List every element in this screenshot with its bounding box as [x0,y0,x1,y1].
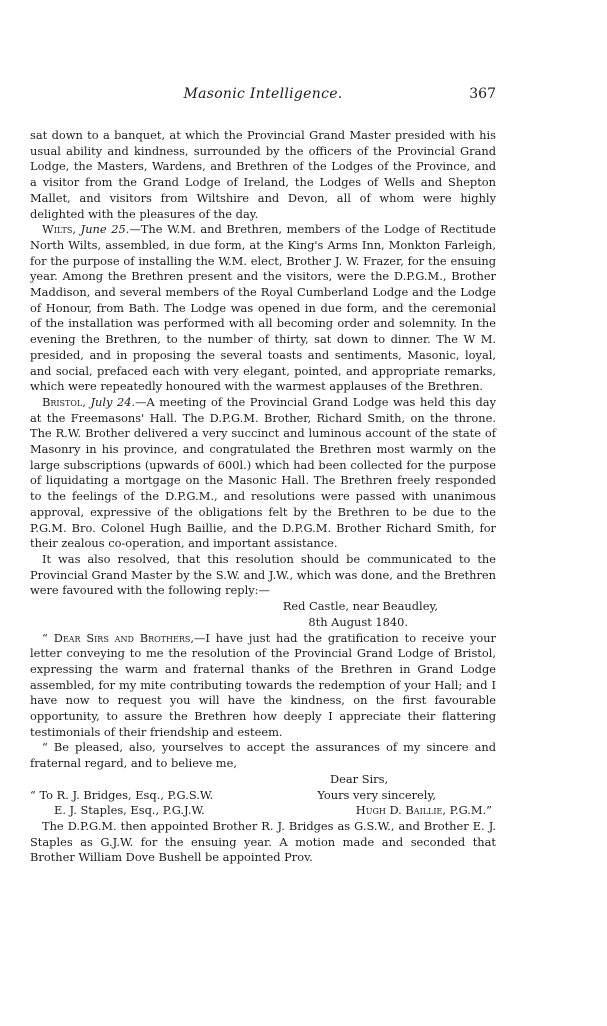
paragraph-banquet: sat down to a banquet, at which the Provincial Grand Master presided with his usual ability and kindness, surrounded by the officers of the Provincial Grand Lodge, the Masters, Wardens, and Brethren of the Lodges of the Province, and a visitor from the Grand Lodge of Ireland, the Lodges of Wells and Shepton Mallet, and visitors from Wiltshire and Devon, all of whom were highly delighted with the pleasures of the day. [30,128,496,221]
place-wilts: Wilts, [42,222,76,237]
letter-body-2: “ Be pleased, also, yourselves to accept the assurances of my sincere and fraternal regard, and to believe me, [30,740,496,771]
date-wilts: June 25. [80,222,130,237]
page-number: 367 [469,86,496,102]
letter-address: Red Castle, near Beaudley, [282,599,438,614]
letter-yours: Yours very sincerely, [317,787,436,802]
letter-sign-row-1 [30,788,496,804]
letter-date: 8th August 1840. [308,614,408,629]
article-body [30,128,496,866]
date-bristol: July 24. [90,394,136,409]
paragraph-final: The D.P.G.M. then appointed Brother R. J. Bridges as G.S.W., and Brother E. J. Staples as G.J.W. for the ensuing year. A motion made and seconded that Brother William Dove Bushell be appointed Prov. [30,818,496,865]
place-bristol: Bristol, [42,394,86,409]
paragraph-resolved: It was also resolved, that this resolution should be communicated to the Provincial Grand Master by the S.W. and J.W., which was done, and the Brethren were favoured with the following reply:— [30,551,496,598]
text-bristol: —A meeting of the Provincial Grand Lodge was held this day at the Freemasons' Hall. The D.P.G.M. Brother, Richard Smith, on the throne. The R.W. Brother delivered a very succinct and luminous account of the state of Masonry in his province, and congratulated the Brethren most warmly on the large subscriptions (upwards of 600l.) which had been collected for the purpose of liquidating a mortgage on the Masonic Hall. The Brethren freely responded to the feelings of the D.P.G.M., and resolutions were passed with unanimous approval, expressive of the obligations felt by the Brethren to be due to the P.G.M. Bro. Colonel Hugh Baillie, and the D.P.G.M. Brother Richard Smith, for their zealous co-operation, and important assistance. [30,394,497,551]
paragraph-bristol [30,395,496,552]
letter-to-line-2: E. J. Staples, Esq., P.G.J.W. [54,803,205,818]
text-wilts: —The W.M. and Brethren, members of the Lodge of Rectitude North Wilts, assembled, in due form, at the King's Arms Inn, Monkton Farleigh, for the purpose of installing the W.M. elect, Brother J. W. Frazer, for the ensuing year. Among the Brethren present and the visitors, were the D.P.G.M., Brother Maddison, and several members of the Royal Cumberland Lodge and the Lodge of Honour, from Bath. The Lodge was opened in due form, and the ceremonial of the installation was performed with all becoming order and solemnity. In the evening the Brethren, to the number of thirty, sat down to dinner. The W M. presided, and in proposing the several toasts and sentiments, Masonic, loyal, and social, prefaced each with very elegant, pointed, and appropriate remarks, which were repeatedly honoured with the warmest applauses of the Brethren. [30,222,496,394]
paragraph-wilts [30,222,496,395]
letter-to-line: “ To R. J. Bridges, Esq., P.G.S.W. [30,787,214,802]
letter-body-1-text: —I have just had the gratification to receive your letter conveying to me the resolution of the Provincial Grand Lodge of Bristol, expressing the warm and fraternal thanks of the Brethren in Grand Lodge assembled, for my mite contributing towards the redemption of your Hall; and I have now to request you will have the kindness, on the first favourable opportunity, to assure the Brethren how deeply I appreciate their flattering testimonials of their friendship and esteem. [30,630,496,739]
letter-closing: Dear Sirs, [330,771,389,786]
page-title: Masonic Intelligence. [183,86,343,102]
letter-signature: Hugh D. Baillie, P.G.M.” [355,803,492,818]
letter-salutation: “ Dear Sirs and Brothers, [42,630,194,645]
letter-body-1 [30,631,496,741]
letter-sign-row-2 [30,803,496,819]
running-header [30,86,496,106]
